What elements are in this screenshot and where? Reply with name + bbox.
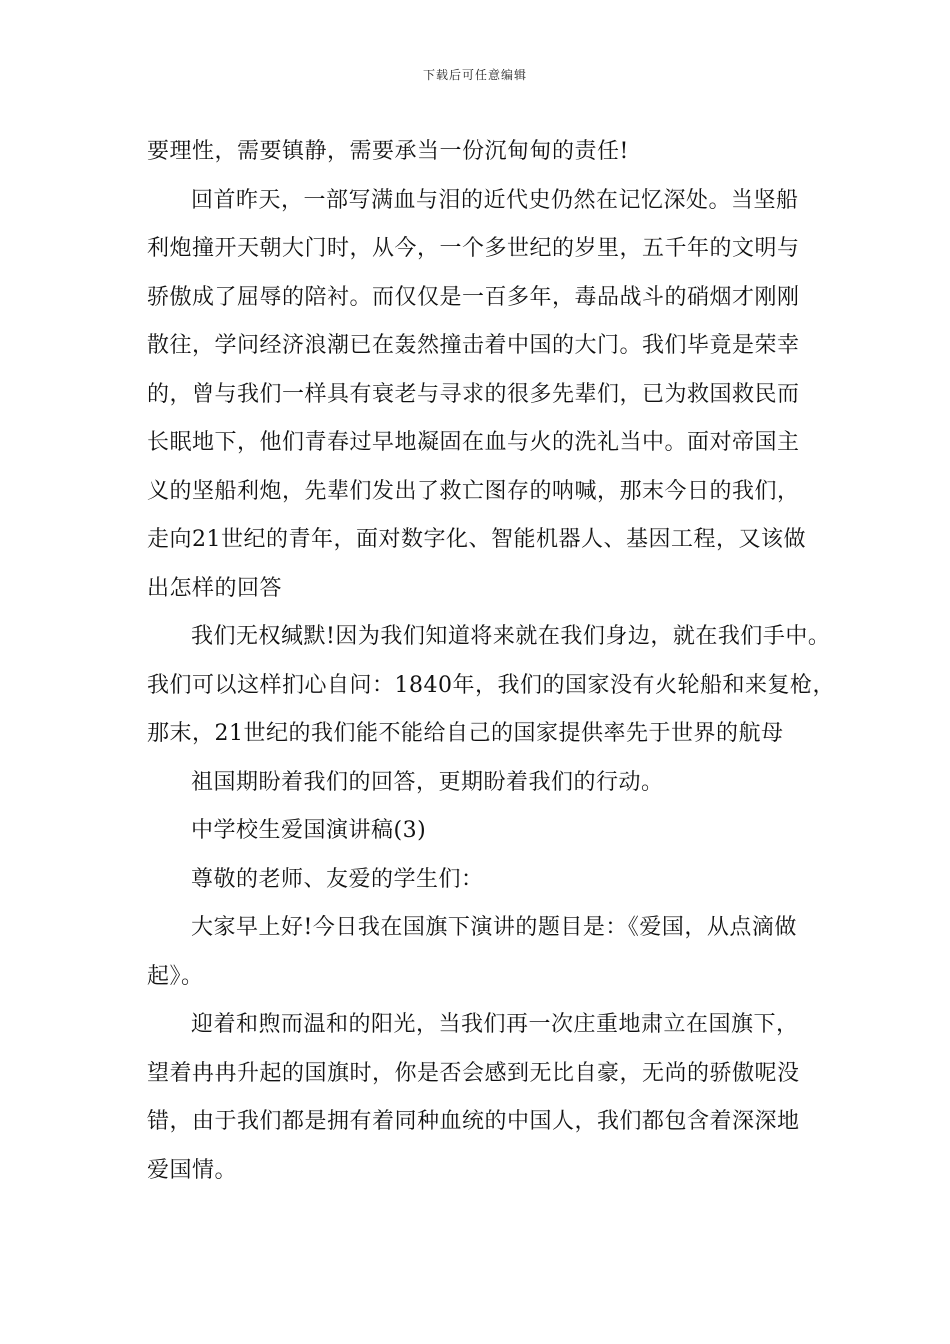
text-line: 要理性，需要镇静，需要承当一份沉甸甸的责任! [147, 139, 629, 164]
text-line: 散往，学问经济浪潮已在轰然撞击着中国的大门。我们毕竟是荣幸 [147, 333, 800, 358]
text-line: 我们无权缄默!因为我们知道将来就在我们身边，就在我们手中。 [191, 624, 831, 649]
document-body [147, 128, 835, 1195]
page-header: 下载后可任意编辑 [422, 68, 527, 82]
text-line: 利炮撞开天朝大门时，从今，一个多世纪的岁里，五千年的文明与 [147, 236, 800, 261]
text-line: 回首昨天，一部写满血与泪的近代史仍然在记忆深处。当坚船 [191, 187, 799, 213]
text-line: 爱国情。 [147, 1157, 238, 1183]
text-line: 望着冉冉升起的国旗时，你是否会感到无比自豪，无尚的骄傲呢没 [147, 1060, 800, 1086]
text-line: 骄傲成了屈辱的陪衬。而仅仅是一百多年，毒品战斗的硝烟才刚刚 [147, 284, 800, 310]
text-line: 长眠地下，他们青春过早地凝固在血与火的洗礼当中。面对帝国主 [147, 430, 800, 455]
text-line: 迎着和煦而温和的阳光，当我们再一次庄重地肃立在国旗下， [191, 1012, 799, 1037]
text-line: 义的坚船利炮，先辈们发出了救亡图存的呐喊，那末今日的我们， [147, 478, 800, 504]
text-line: 我们可以这样扪心自问：1840年，我们的国家没有火轮船和来复枪， [147, 672, 835, 698]
text-line: 那末，21世纪的我们能不能给自己的国家提供率先于世界的航母 [147, 721, 784, 746]
text-line: 错，由于我们都是拥有着同种血统的中国人，我们都包含着深深地 [147, 1109, 800, 1134]
text-line: 祖国期盼着我们的回答，更期盼着我们的行动。 [191, 769, 664, 795]
text-line: 尊敬的老师、友爱的学生们： [191, 866, 484, 892]
text-line: 起》。 [147, 963, 204, 989]
text-line: 中学校生爱国演讲稿(3) [191, 818, 427, 843]
text-line: 出怎样的回答 [147, 575, 283, 601]
text-line: 走向21世纪的青年，面对数字化、智能机器人、基因工程，又该做 [147, 527, 806, 552]
text-line: 大家早上好!今日我在国旗下演讲的题目是：《爱国，从点滴做 [191, 915, 797, 940]
text-line: 的，曾与我们一样具有衰老与寻求的很多先辈们，已为救国救民而 [147, 381, 800, 407]
